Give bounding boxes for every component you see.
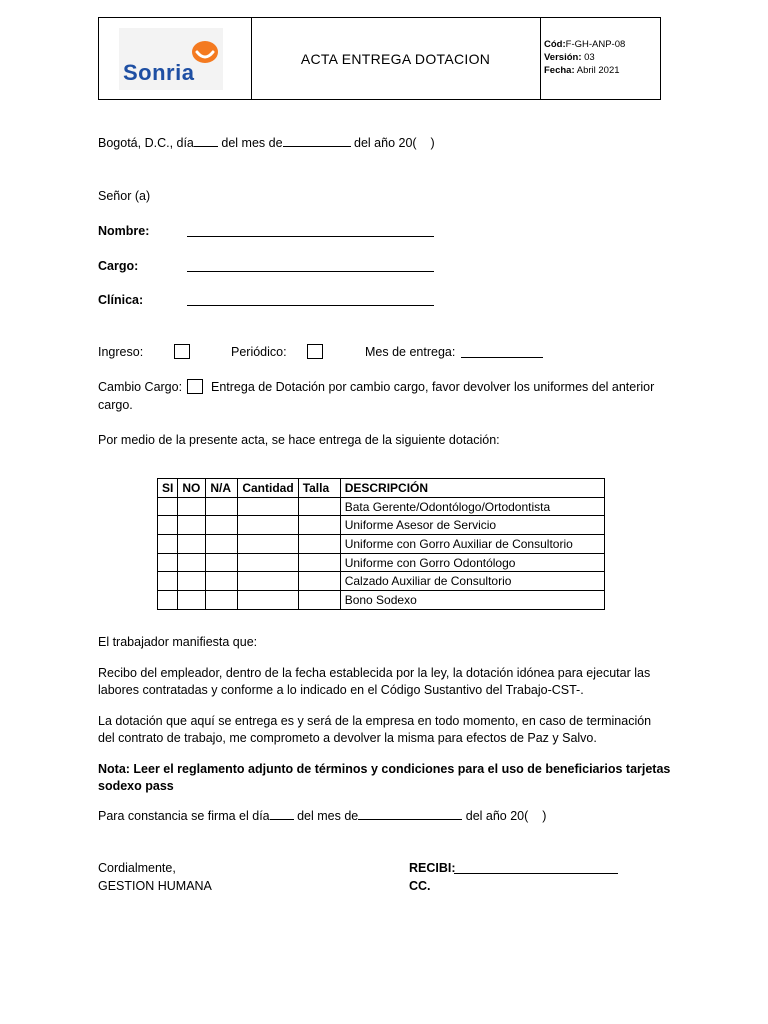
cambio-cargo-text-1: Entrega de Dotación por cambio cargo, favor devolver los uniformes del anterior bbox=[211, 380, 655, 394]
city-date-line: Bogotá, D.C., día del mes de del año 20( ) bbox=[98, 136, 435, 150]
cambio-cargo-label: Cambio Cargo: bbox=[98, 380, 183, 394]
paragraph-dotacion: La dotación que aquí se entrega es y será de la empresa en todo momento, en caso de terminación del contrato de trabajo, me comprometo a devolver la misma para efectos de Paz y Salvo. bbox=[98, 714, 652, 745]
table-row bbox=[158, 553, 605, 572]
recibi-label: RECIBI: bbox=[409, 861, 456, 875]
cell-no[interactable] bbox=[178, 497, 206, 516]
cell-cantidad[interactable] bbox=[238, 497, 298, 516]
logo-text: Sonria bbox=[123, 60, 195, 85]
cell-talla[interactable] bbox=[298, 591, 340, 610]
ingreso-checkbox[interactable] bbox=[174, 344, 190, 359]
cell-si[interactable] bbox=[158, 591, 178, 610]
document-title: ACTA ENTREGA DOTACION bbox=[251, 18, 541, 99]
sonria-logo bbox=[119, 28, 223, 90]
header-cantidad: Cantidad bbox=[238, 479, 298, 498]
constancia-line: Para constancia se firma el día del mes de del año 20( ) bbox=[98, 809, 547, 823]
cell-talla[interactable] bbox=[298, 535, 340, 554]
cell-descripcion: Calzado Auxiliar de Consultorio bbox=[340, 572, 604, 591]
cell-talla[interactable] bbox=[298, 572, 340, 591]
cell-si[interactable] bbox=[158, 553, 178, 572]
meta-code: Cód:F-GH-ANP-08 bbox=[544, 39, 626, 50]
cell-si[interactable] bbox=[158, 497, 178, 516]
cell-no[interactable] bbox=[178, 535, 206, 554]
cell-talla[interactable] bbox=[298, 516, 340, 535]
table-row bbox=[158, 591, 605, 610]
cell-na[interactable] bbox=[206, 553, 238, 572]
meta-version: Versión: 03 bbox=[544, 52, 595, 63]
smile-icon bbox=[191, 40, 219, 64]
day-blank[interactable] bbox=[194, 146, 218, 147]
cell-talla[interactable] bbox=[298, 553, 340, 572]
document-header bbox=[98, 17, 661, 100]
header-descripcion: DESCRIPCIÓN bbox=[340, 479, 604, 498]
dotacion-table bbox=[157, 478, 605, 610]
logo-cell bbox=[99, 18, 252, 99]
cordialmente: Cordialmente, bbox=[98, 861, 176, 875]
cc-label: CC. bbox=[409, 879, 431, 893]
table-header-row bbox=[158, 479, 605, 498]
paragraph-recibo: Recibo del empleador, dentro de la fecha establecida por la ley, la dotación idónea para ejecutar las labores contratadas y conforme a lo indicado en el Código Sustantivo del Trabajo-CST-. bbox=[98, 666, 651, 697]
periodico-label: Periódico: bbox=[231, 345, 287, 359]
cell-si[interactable] bbox=[158, 516, 178, 535]
constancia-day-blank[interactable] bbox=[270, 819, 294, 820]
nombre-label: Nombre: bbox=[98, 224, 150, 238]
table-row bbox=[158, 535, 605, 554]
constancia-month-blank[interactable] bbox=[358, 819, 462, 820]
gestion-humana: GESTION HUMANA bbox=[98, 879, 212, 893]
cell-descripcion: Uniforme Asesor de Servicio bbox=[340, 516, 604, 535]
cell-no[interactable] bbox=[178, 572, 206, 591]
header-talla: Talla bbox=[298, 479, 340, 498]
document-meta bbox=[540, 18, 660, 99]
cell-no[interactable] bbox=[178, 553, 206, 572]
cell-na[interactable] bbox=[206, 516, 238, 535]
cell-talla[interactable] bbox=[298, 497, 340, 516]
cell-descripcion: Uniforme con Gorro Auxiliar de Consultorio bbox=[340, 535, 604, 554]
meta-date: Fecha: Abril 2021 bbox=[544, 65, 620, 76]
cell-na[interactable] bbox=[206, 572, 238, 591]
recibi-signature-field[interactable] bbox=[454, 873, 618, 874]
cell-na[interactable] bbox=[206, 535, 238, 554]
header-na: N/A bbox=[206, 479, 238, 498]
cell-cantidad[interactable] bbox=[238, 553, 298, 572]
cell-cantidad[interactable] bbox=[238, 535, 298, 554]
cell-si[interactable] bbox=[158, 535, 178, 554]
mes-entrega-label: Mes de entrega: bbox=[365, 345, 456, 359]
nota-paragraph: Nota: Leer el reglamento adjunto de términos y condiciones para el uso de beneficiarios tarjetas sodexo pass bbox=[98, 762, 671, 793]
cell-si[interactable] bbox=[158, 572, 178, 591]
cell-na[interactable] bbox=[206, 591, 238, 610]
nombre-field[interactable] bbox=[187, 236, 434, 237]
cell-cantidad[interactable] bbox=[238, 572, 298, 591]
cell-cantidad[interactable] bbox=[238, 516, 298, 535]
header-no: NO bbox=[178, 479, 206, 498]
table-intro: Por medio de la presente acta, se hace entrega de la siguiente dotación: bbox=[98, 433, 500, 447]
month-blank[interactable] bbox=[283, 146, 351, 147]
clinica-label: Clínica: bbox=[98, 293, 144, 307]
cell-descripcion: Bono Sodexo bbox=[340, 591, 604, 610]
cargo-label: Cargo: bbox=[98, 259, 139, 273]
table-row bbox=[158, 516, 605, 535]
cell-na[interactable] bbox=[206, 497, 238, 516]
cambio-cargo-checkbox[interactable] bbox=[187, 379, 203, 394]
manifiesta-text: El trabajador manifiesta que: bbox=[98, 635, 258, 649]
cambio-cargo-text-2: cargo. bbox=[98, 398, 133, 412]
table-row bbox=[158, 497, 605, 516]
cell-no[interactable] bbox=[178, 516, 206, 535]
cell-no[interactable] bbox=[178, 591, 206, 610]
table-row bbox=[158, 572, 605, 591]
cell-cantidad[interactable] bbox=[238, 591, 298, 610]
addressee: Señor (a) bbox=[98, 189, 151, 203]
header-si: SI bbox=[158, 479, 178, 498]
cargo-field[interactable] bbox=[187, 271, 434, 272]
cell-descripcion: Uniforme con Gorro Odontólogo bbox=[340, 553, 604, 572]
clinica-field[interactable] bbox=[187, 305, 434, 306]
periodico-checkbox[interactable] bbox=[307, 344, 323, 359]
ingreso-label: Ingreso: bbox=[98, 345, 144, 359]
mes-entrega-field[interactable] bbox=[461, 357, 543, 358]
cell-descripcion: Bata Gerente/Odontólogo/Ortodontista bbox=[340, 497, 604, 516]
